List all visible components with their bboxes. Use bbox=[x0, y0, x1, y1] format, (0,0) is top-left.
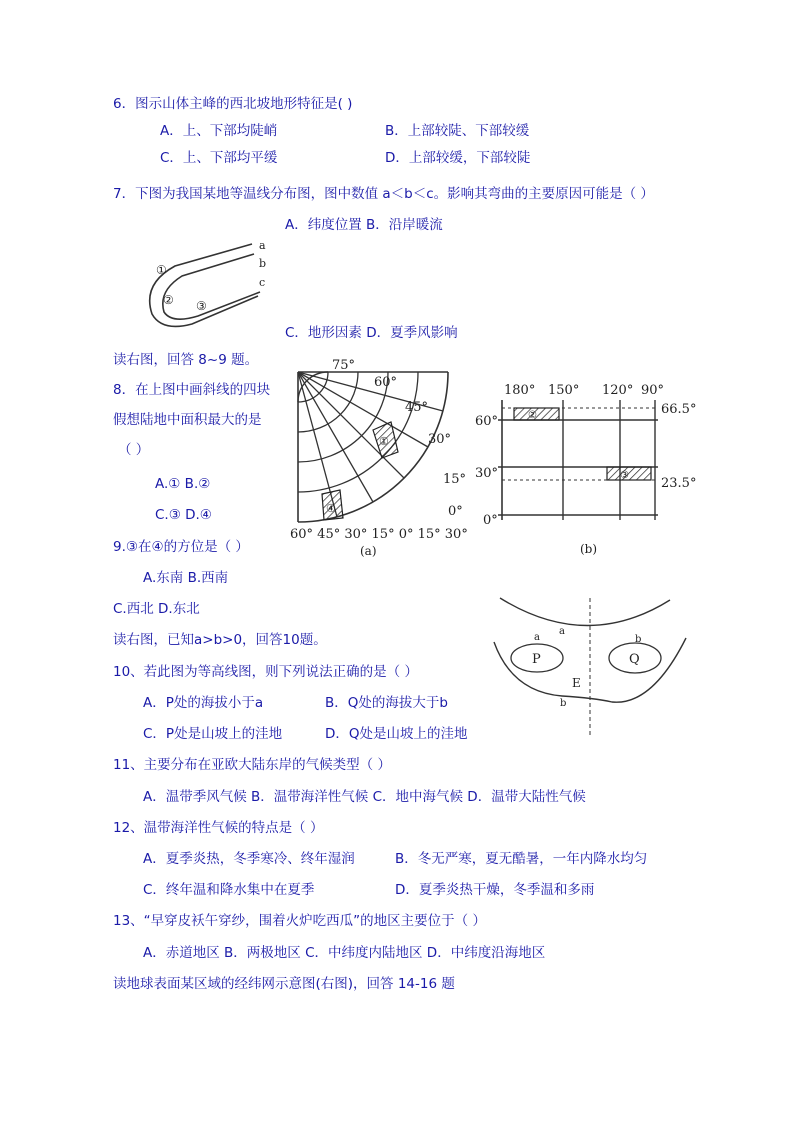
graticule-b-label-180: 180° bbox=[504, 383, 536, 398]
graticule-figure-a bbox=[288, 352, 468, 562]
q11-options: A．温带季风气候 B．温带海洋性气候 C．地中海气候 D．温带大陆性气候 bbox=[143, 789, 586, 805]
q13-options: A．赤道地区 B．两极地区 C．中纬度内陆地区 D．中纬度沿海地区 bbox=[143, 945, 546, 961]
graticule-a-label-75: 75° bbox=[332, 358, 356, 373]
q6-stem: 6．图示山体主峰的西北坡地形特征是( ) bbox=[113, 96, 353, 112]
graticule-b-label-0: 0° bbox=[483, 513, 498, 528]
contour-label-e: E bbox=[572, 676, 581, 690]
graticule-a-label-15: 15° bbox=[443, 472, 467, 487]
q10-option-d: D．Q处是山坡上的洼地 bbox=[325, 726, 468, 742]
isotherm-label-a: a bbox=[259, 239, 266, 252]
graticule-b-mark-2: ② bbox=[528, 410, 537, 421]
intro-14-16: 读地球表面某区域的经纬网示意图(右图)，回答 14-16 题 bbox=[113, 976, 455, 992]
graticule-a-label-45: 45° bbox=[405, 400, 429, 415]
q12-stem: 12、温带海洋性气候的特点是（ ） bbox=[113, 820, 324, 836]
q9-options-cd: C.西北 D.东北 bbox=[113, 601, 200, 617]
q11-stem: 11、主要分布在亚欧大陆东岸的气候类型（ ） bbox=[113, 757, 391, 773]
graticule-b-label-150: 150° bbox=[548, 383, 580, 398]
contour-label-q: Q bbox=[629, 652, 640, 667]
contour-label-b-bottom: b bbox=[560, 698, 567, 709]
q8-stem-line1: 8．在上图中画斜线的四块 bbox=[113, 382, 271, 398]
graticule-a-label-30: 30° bbox=[428, 432, 452, 447]
graticule-a-label-0: 0° bbox=[448, 504, 463, 519]
graticule-b-label-23-5: 23.5° bbox=[661, 476, 697, 491]
q13-stem: 13、“早穿皮袄午穿纱，围着火炉吃西瓜”的地区主要位于（ ） bbox=[113, 913, 486, 929]
contour-label-b-right: b bbox=[635, 634, 642, 645]
graticule-b-label-66-5: 66.5° bbox=[661, 402, 697, 417]
isotherm-label-c: c bbox=[259, 276, 266, 289]
q10-option-a: A．P处的海拔小于a bbox=[143, 695, 264, 711]
q12-option-b: B．冬无严寒，夏无酷暑，一年内降水均匀 bbox=[395, 851, 648, 867]
graticule-a-mark-1: ① bbox=[379, 435, 389, 448]
q7-stem: 7．下图为我国某地等温线分布图，图中数值 a＜b＜c。影响其弯曲的主要原因可能是（ ） bbox=[113, 186, 654, 202]
q7-options-ab: A．纬度位置 B．沿岸暖流 bbox=[285, 217, 443, 233]
graticule-a-bottom-labels: 60° 45° 30° 15° 0° 15° 30° bbox=[290, 527, 468, 542]
q8-options-cd: C.③ D.④ bbox=[155, 507, 212, 523]
q9-stem: 9.③在④的方位是（ ） bbox=[113, 539, 249, 555]
q6-option-a: A．上、下部均陡峭 bbox=[160, 123, 278, 139]
contour-label-p: P bbox=[532, 652, 541, 667]
graticule-a-caption: (a) bbox=[360, 544, 377, 558]
graticule-b-label-60n: 60° bbox=[475, 414, 499, 429]
graticule-b-label-120: 120° bbox=[602, 383, 634, 398]
contour-label-a-mid: a bbox=[559, 626, 565, 637]
intro-10: 读右图，已知a>b>0，回答10题。 bbox=[113, 632, 327, 648]
q10-stem: 10、若此图为等高线图，则下列说法正确的是（ ） bbox=[113, 664, 418, 680]
isotherm-figure bbox=[140, 236, 280, 336]
graticule-a-label-60: 60° bbox=[374, 375, 398, 390]
q6-option-d: D．上部较缓，下部较陡 bbox=[385, 150, 531, 166]
graticule-b-label-30n: 30° bbox=[475, 466, 499, 481]
intro-8-9: 读右图，回答 8~9 题。 bbox=[113, 352, 259, 368]
isotherm-mark-2: ② bbox=[163, 293, 174, 307]
graticule-b-caption: (b) bbox=[580, 542, 598, 556]
q10-option-b: B．Q处的海拔大于b bbox=[325, 695, 448, 711]
isotherm-mark-1: ① bbox=[156, 263, 167, 277]
q6-option-c: C．上、下部均平缓 bbox=[160, 150, 278, 166]
q8-options-ab: A.① B.② bbox=[155, 476, 211, 492]
q12-option-c: C．终年温和降水集中在夏季 bbox=[143, 882, 315, 898]
graticule-b-label-90: 90° bbox=[641, 383, 665, 398]
q12-option-d: D．夏季炎热干燥，冬季温和多雨 bbox=[395, 882, 595, 898]
contour-figure-pq bbox=[492, 592, 692, 742]
q8-stem-line2: 假想陆地中面积最大的是 bbox=[113, 412, 262, 428]
q6-option-b: B．上部较陡、下部较缓 bbox=[385, 123, 530, 139]
graticule-b-mark-3: ③ bbox=[620, 470, 629, 481]
q9-options-ab: A.东南 B.西南 bbox=[143, 570, 229, 586]
isotherm-mark-3: ③ bbox=[196, 299, 207, 313]
q10-option-c: C．P处是山坡上的洼地 bbox=[143, 726, 283, 742]
q8-stem-line3: （ ） bbox=[118, 442, 150, 458]
contour-label-a-left: a bbox=[534, 632, 540, 643]
graticule-figure-b bbox=[470, 370, 710, 560]
q12-option-a: A．夏季炎热，冬季寒冷、终年湿润 bbox=[143, 851, 355, 867]
graticule-a-mark-4: ④ bbox=[326, 502, 336, 515]
q7-options-cd: C．地形因素 D．夏季风影响 bbox=[285, 325, 458, 341]
isotherm-label-b: b bbox=[259, 257, 267, 270]
